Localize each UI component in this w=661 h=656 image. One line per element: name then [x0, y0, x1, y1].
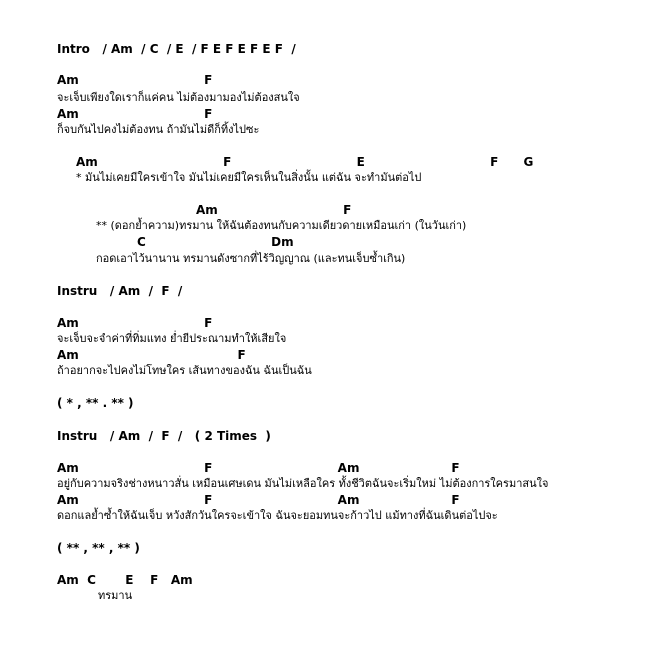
chord-line: C Dm: [137, 235, 294, 249]
chord-line: Am F Am F: [57, 493, 460, 507]
intro-line: Intro / Am / C / E / F E F E F E F /: [57, 42, 296, 56]
chord-line: Am F: [57, 348, 246, 362]
chord-line: Am F: [57, 73, 213, 87]
lyric-line: ดอกแลย้ำซ้ำให้ฉันเจ็บ หวังสักวันใครจะเข้าใจ ฉันจะยอมทนจะก้าวไป แม้ทางที่ฉันเดินต่อไปจะ: [57, 509, 498, 522]
instrumental-line: Instru / Am / F /: [57, 284, 183, 298]
chord-line: Am F: [57, 316, 213, 330]
repeat-line: ( * , ** . ** ): [57, 396, 134, 410]
lyric-line: กอดเอาไว้นานาน ทรมานดังซากที่ไร้วิญญาณ (และทนเจ็บซ้ำเกิน): [96, 252, 406, 265]
chord-line: Am C E F Am: [57, 573, 193, 587]
lyric-line: ถ้าอยากจะไปคงไม่โทษใคร เส้นทางของฉัน ฉันเป็นฉัน: [57, 364, 312, 377]
instrumental-line: Instru / Am / F / ( 2 Times ): [57, 429, 271, 443]
lyric-line: ก็จบกันไปคงไม่ต้องทน ถ้ามันไม่ดีก็ทิ้งไปซะ: [57, 123, 260, 136]
chord-line: Am F: [196, 203, 352, 217]
chord-line: Am F: [57, 107, 213, 121]
lyric-line: อยู่กับความจริงช่างหนาวสั่น เหมือนเศษเดน มันไม่เหลือใคร ทั้งชีวิตฉันจะเริ่มใหม่ ไม่ต้องการใครมาสนใจ: [57, 477, 549, 490]
chord-line: Am F E F G: [76, 155, 534, 169]
lyric-line: ทรมาน: [98, 589, 133, 602]
lyric-line: จะเจ็บเพียงใดเราก็แค่คน ไม่ต้องมามองไม่ต้องสนใจ: [57, 91, 300, 104]
lyric-line: ** (ดอกย้ำความ)ทรมาน ให้ฉันต้องทนกับความเดียวดายเหมือนเก่า (ในวันเก่า): [96, 219, 467, 232]
chord-line: Am F Am F: [57, 461, 460, 475]
repeat-line: ( ** , ** , ** ): [57, 541, 140, 555]
lyric-line: * มันไม่เคยมีใครเข้าใจ มันไม่เคยมีใครเห็นในสิ่งนั้น แต่ฉัน จะทำมันต่อไป: [76, 171, 422, 184]
lyric-line: จะเจ็บจะจำค่าที่ทิ่มแทง ย่ำยีประณามทำให้เสียใจ: [57, 332, 287, 345]
